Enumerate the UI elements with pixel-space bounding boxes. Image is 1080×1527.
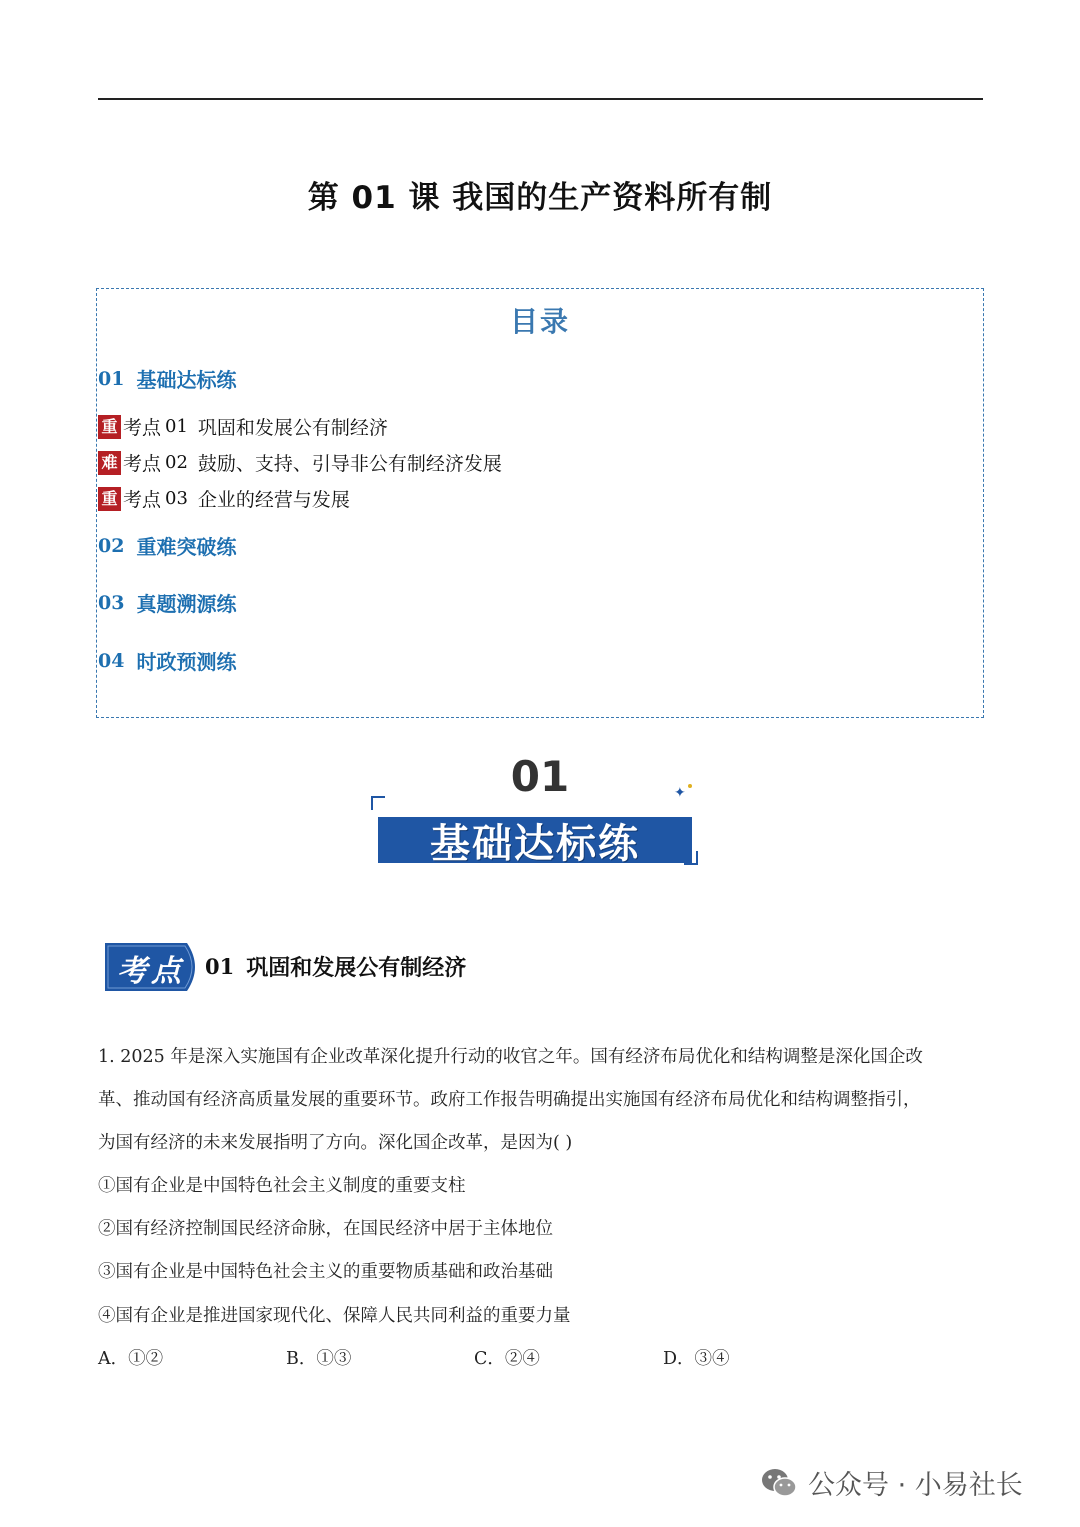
question-stem-line: 革、推动国有经济高质量发展的重要环节。政府工作报告明确提出实施国有经济布局优化和结构调整指引， [98,1090,921,1110]
sparkle-dot-icon [688,784,692,788]
question-statement-2: ②国有经济控制国民经济命脉，在国民经济中居于主体地位 [98,1219,553,1239]
option-d[interactable]: D．③④ [663,1349,730,1369]
toc-section-current-affairs[interactable] [98,646,236,675]
toc-item-title: 企业的经营与发展 [197,489,350,511]
toc-section-past-exams[interactable] [98,588,236,617]
toc-item-num: 01 [165,416,188,437]
toc-section-label: 时政预测练 [136,650,237,674]
toc-section-num: 01 [98,367,125,390]
question-statement-3: ③国有企业是中国特色社会主义的重要物质基础和政治基础 [98,1262,553,1282]
watermark [760,1463,1023,1502]
toc-section-breakthrough[interactable] [98,531,236,560]
answer-options [98,1345,858,1371]
top-rule [98,98,983,100]
toc-item-title: 鼓励、支持、引导非公有制经济发展 [197,453,502,475]
banner-title: 基础达标练 [430,821,640,867]
toc-section-basic[interactable] [98,364,236,393]
banner-number: 01 [510,752,570,801]
question-stem-line: 1. 2025 年是深入实施国有企业改革深化提升行动的收官之年。国有经济布局优化和结构调整是深化国企改 [98,1047,923,1067]
kaodian-heading [205,951,466,982]
toc-item-kaodian-01[interactable] [98,413,388,440]
toc-item-kaodian-02[interactable] [98,449,502,476]
kaodian-number: 01 [205,954,235,979]
toc-heading: 目录 [509,305,570,338]
option-a[interactable]: A．①② [98,1349,164,1369]
toc-item-num: 03 [165,488,188,509]
toc-item-num: 02 [165,452,188,473]
question-stem-line: 为国有经济的未来发展指明了方向。深化国企改革，是因为( ) [98,1133,573,1153]
kaodian-badge-text: 考点 [117,954,185,989]
option-b[interactable]: B．①③ [286,1349,352,1369]
question-statement-1: ①国有企业是中国特色社会主义制度的重要支柱 [98,1176,466,1196]
toc-section-num: 04 [98,649,125,672]
toc-section-label: 基础达标练 [136,368,237,392]
toc-item-prefix: 考点 [123,489,162,511]
wechat-icon [760,1466,798,1500]
toc-item-prefix: 考点 [123,417,162,439]
toc-section-num: 02 [98,534,125,557]
key-point-tag: 重 [98,415,121,439]
banner-corner-top-left [371,796,385,810]
option-c[interactable]: C．②④ [474,1349,540,1369]
key-point-tag: 重 [98,487,121,511]
lesson-title: 第 01 课 我国的生产资料所有制 [307,180,773,216]
toc-item-kaodian-03[interactable] [98,485,350,512]
toc-item-prefix: 考点 [123,453,162,475]
watermark-text: 公众号 · 小易社长 [808,1470,1023,1501]
toc-section-num: 03 [98,591,125,614]
difficult-point-tag: 难 [98,451,121,475]
question-statement-4: ④国有企业是推进国家现代化、保障人民共同利益的重要力量 [98,1306,571,1326]
toc-item-title: 巩固和发展公有制经济 [197,417,388,439]
banner-corner-bottom-right [684,851,698,865]
toc-section-label: 重难突破练 [136,535,237,559]
kaodian-title: 巩固和发展公有制经济 [246,956,467,981]
sparkle-icon: ✦ [674,785,686,801]
toc-section-label: 真题溯源练 [136,592,237,616]
